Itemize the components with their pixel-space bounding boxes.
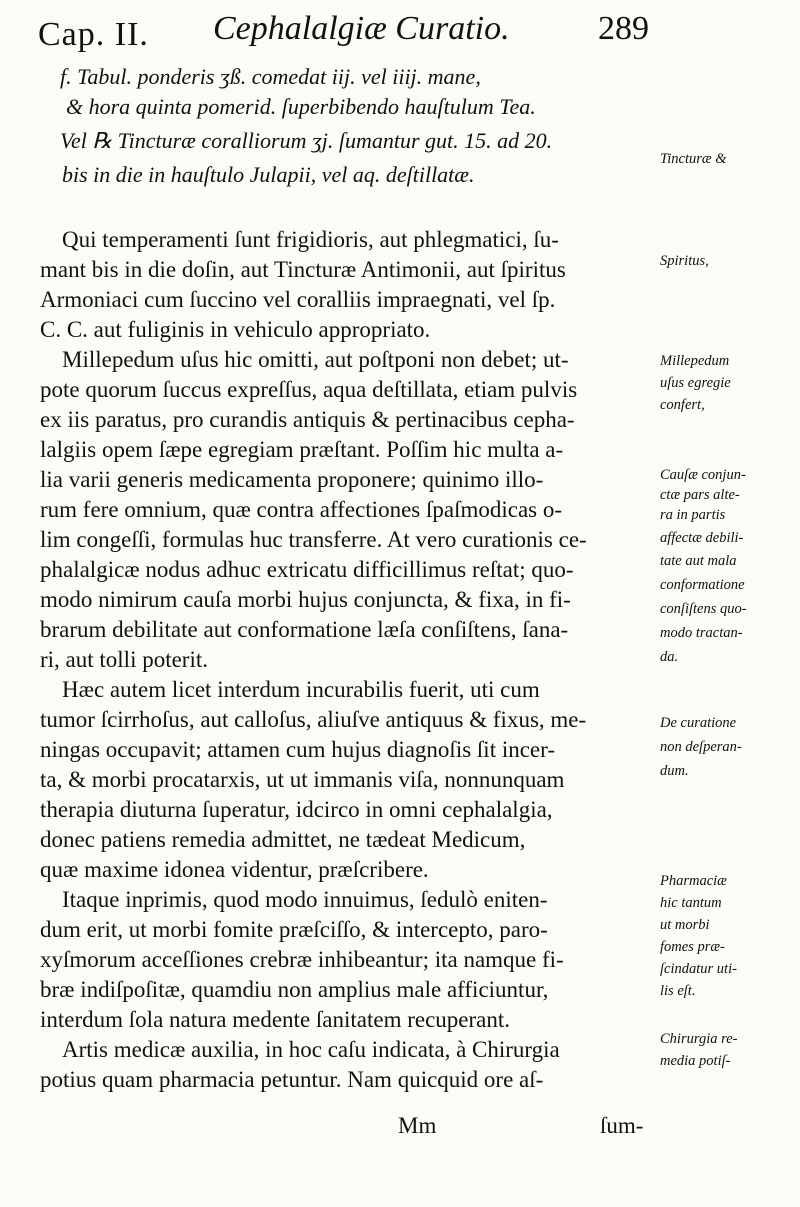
text-line: Armoniaci cum ſuccino vel coralliis impraegnati, vel ſp. xyxy=(40,287,556,312)
text-line: brarum debilitate aut conformatione læſa conſiſtens, ſana- xyxy=(40,617,569,642)
margin-note-line: affectæ debili- xyxy=(660,530,744,546)
margin-note-line: ſcindatur uti- xyxy=(660,961,737,977)
text-line: ningas occupavit; attamen cum hujus diagnoſis ſit incer- xyxy=(40,737,555,762)
text-line: phalalgicæ nodus adhuc extricatu difficillimus reſtat; quo- xyxy=(40,557,574,582)
text-line: modo nimirum cauſa morbi hujus conjuncta, & fixa, in fi- xyxy=(40,587,571,612)
text-line: bis in die in hauſtulo Julapii, vel aq. deſtillatæ. xyxy=(62,162,475,187)
chapter-label: Cap. II. xyxy=(38,16,149,53)
margin-note-line: Spiritus, xyxy=(660,253,709,269)
text-line: pote quorum ſuccus expreſſus, aqua deſtillata, etiam pulvis xyxy=(40,377,578,402)
margin-note-line: Pharmaciæ xyxy=(660,873,727,889)
text-line: Vel ℞ Tincturæ coralliorum ʒj. ſumantur gut. 15. ad 20. xyxy=(60,128,553,153)
margin-note-line: Millepedum xyxy=(660,353,730,369)
margin-note-line: media potiſ- xyxy=(660,1053,731,1069)
margin-note-line: hic tantum xyxy=(660,895,722,911)
page-number: 289 xyxy=(598,10,649,47)
running-header xyxy=(38,10,658,60)
text-line: interdum ſola natura medente ſanitatem recuperant. xyxy=(40,1007,511,1032)
text-line: potius quam pharmacia petuntur. Nam quicquid ore aſ- xyxy=(40,1067,544,1092)
text-line: Hæc autem licet interdum incurabilis fuerit, uti cum xyxy=(62,677,540,702)
margin-note-line: De curatione xyxy=(660,715,737,731)
text-line: Itaque inprimis, quod modo innuimus, ſedulò eniten- xyxy=(62,887,548,912)
margin-note-line: Tincturæ & xyxy=(660,151,727,167)
margin-note-line: non deſperan- xyxy=(660,739,742,755)
text-line: lia varii generis medicamenta proponere; quinimo illo- xyxy=(40,467,544,492)
text-line: quæ maxime idonea videntur, præſcribere. xyxy=(40,857,429,882)
text-line: Qui temperamenti ſunt frigidioris, aut phlegmatici, ſu- xyxy=(62,227,559,252)
margin-note-line: ut morbi xyxy=(660,917,710,933)
margin-note-line: tate aut mala xyxy=(660,553,737,569)
margin-note-line: Chirurgia re- xyxy=(660,1031,738,1047)
text-line: & hora quinta pomerid. ſuperbibendo hauſtulum Tea. xyxy=(66,94,536,119)
margin-note-line: modo tractan- xyxy=(660,625,743,641)
margin-note-line: Cauſæ conjun- xyxy=(660,467,746,483)
margin-note-line: conformatione xyxy=(660,577,745,593)
margin-note-line: conſiſtens quo- xyxy=(660,601,747,617)
text-line: xyſmorum acceſſiones crebræ inhibeantur; ita namque fi- xyxy=(40,947,564,972)
text-line: lalgiis opem ſæpe egregiam præſtant. Poſſim hic multa a- xyxy=(40,437,564,462)
text-line: therapia diuturna ſuperatur, idcirco in omni cephalalgia, xyxy=(40,797,553,822)
text-line: ri, aut tolli poterit. xyxy=(40,647,208,672)
margin-note-line: ra in partis xyxy=(660,507,726,523)
running-title: Cephalalgiæ Curatio. xyxy=(213,10,510,47)
text-line: donec patiens remedia admittet, ne tædeat Medicum, xyxy=(40,827,526,852)
text-line: ta, & morbi procatarxis, ut ut immanis viſa, nonnunquam xyxy=(40,767,565,792)
margin-note-line: confert, xyxy=(660,397,705,413)
margin-note-line: lis eſt. xyxy=(660,983,696,999)
text-line: rum fere omnium, quæ contra affectiones ſpaſmodicas o- xyxy=(40,497,563,522)
text-line: dum erit, ut morbi fomite præſciſſo, & intercepto, paro- xyxy=(40,917,548,942)
catchword: ſum- xyxy=(600,1113,644,1138)
text-line: f. Tabul. ponderis ʒß. comedat iij. vel iiij. mane, xyxy=(60,64,481,89)
text-line: C. C. aut fuliginis in vehiculo appropriato. xyxy=(40,317,431,342)
margin-note-line: fomes præ- xyxy=(660,939,725,955)
margin-note-line: ctæ pars alte- xyxy=(660,487,740,503)
text-line: mant bis in die doſin, aut Tincturæ Antimonii, aut ſpiritus xyxy=(40,257,566,282)
margin-note-line: uſus egregie xyxy=(660,375,731,391)
text-line: lim congeſſi, formulas huc transferre. At vero curationis ce- xyxy=(40,527,587,552)
margin-note-line: dum. xyxy=(660,763,689,779)
text-line: Artis medicæ auxilia, in hoc caſu indicata, à Chirurgia xyxy=(62,1037,560,1062)
text-line: tumor ſcirrhoſus, aut calloſus, aliuſve antiquus & fixus, me- xyxy=(40,707,587,732)
text-line: Millepedum uſus hic omitti, aut poſtponi non debet; ut- xyxy=(62,347,569,372)
signature-mark: Mm xyxy=(398,1113,437,1138)
margin-note-line: da. xyxy=(660,649,679,665)
text-line: bræ indiſpoſitæ, quamdiu non amplius male afficiuntur, xyxy=(40,977,549,1002)
text-line: ex iis paratus, pro curandis antiquis & pertinacibus cepha- xyxy=(40,407,575,432)
